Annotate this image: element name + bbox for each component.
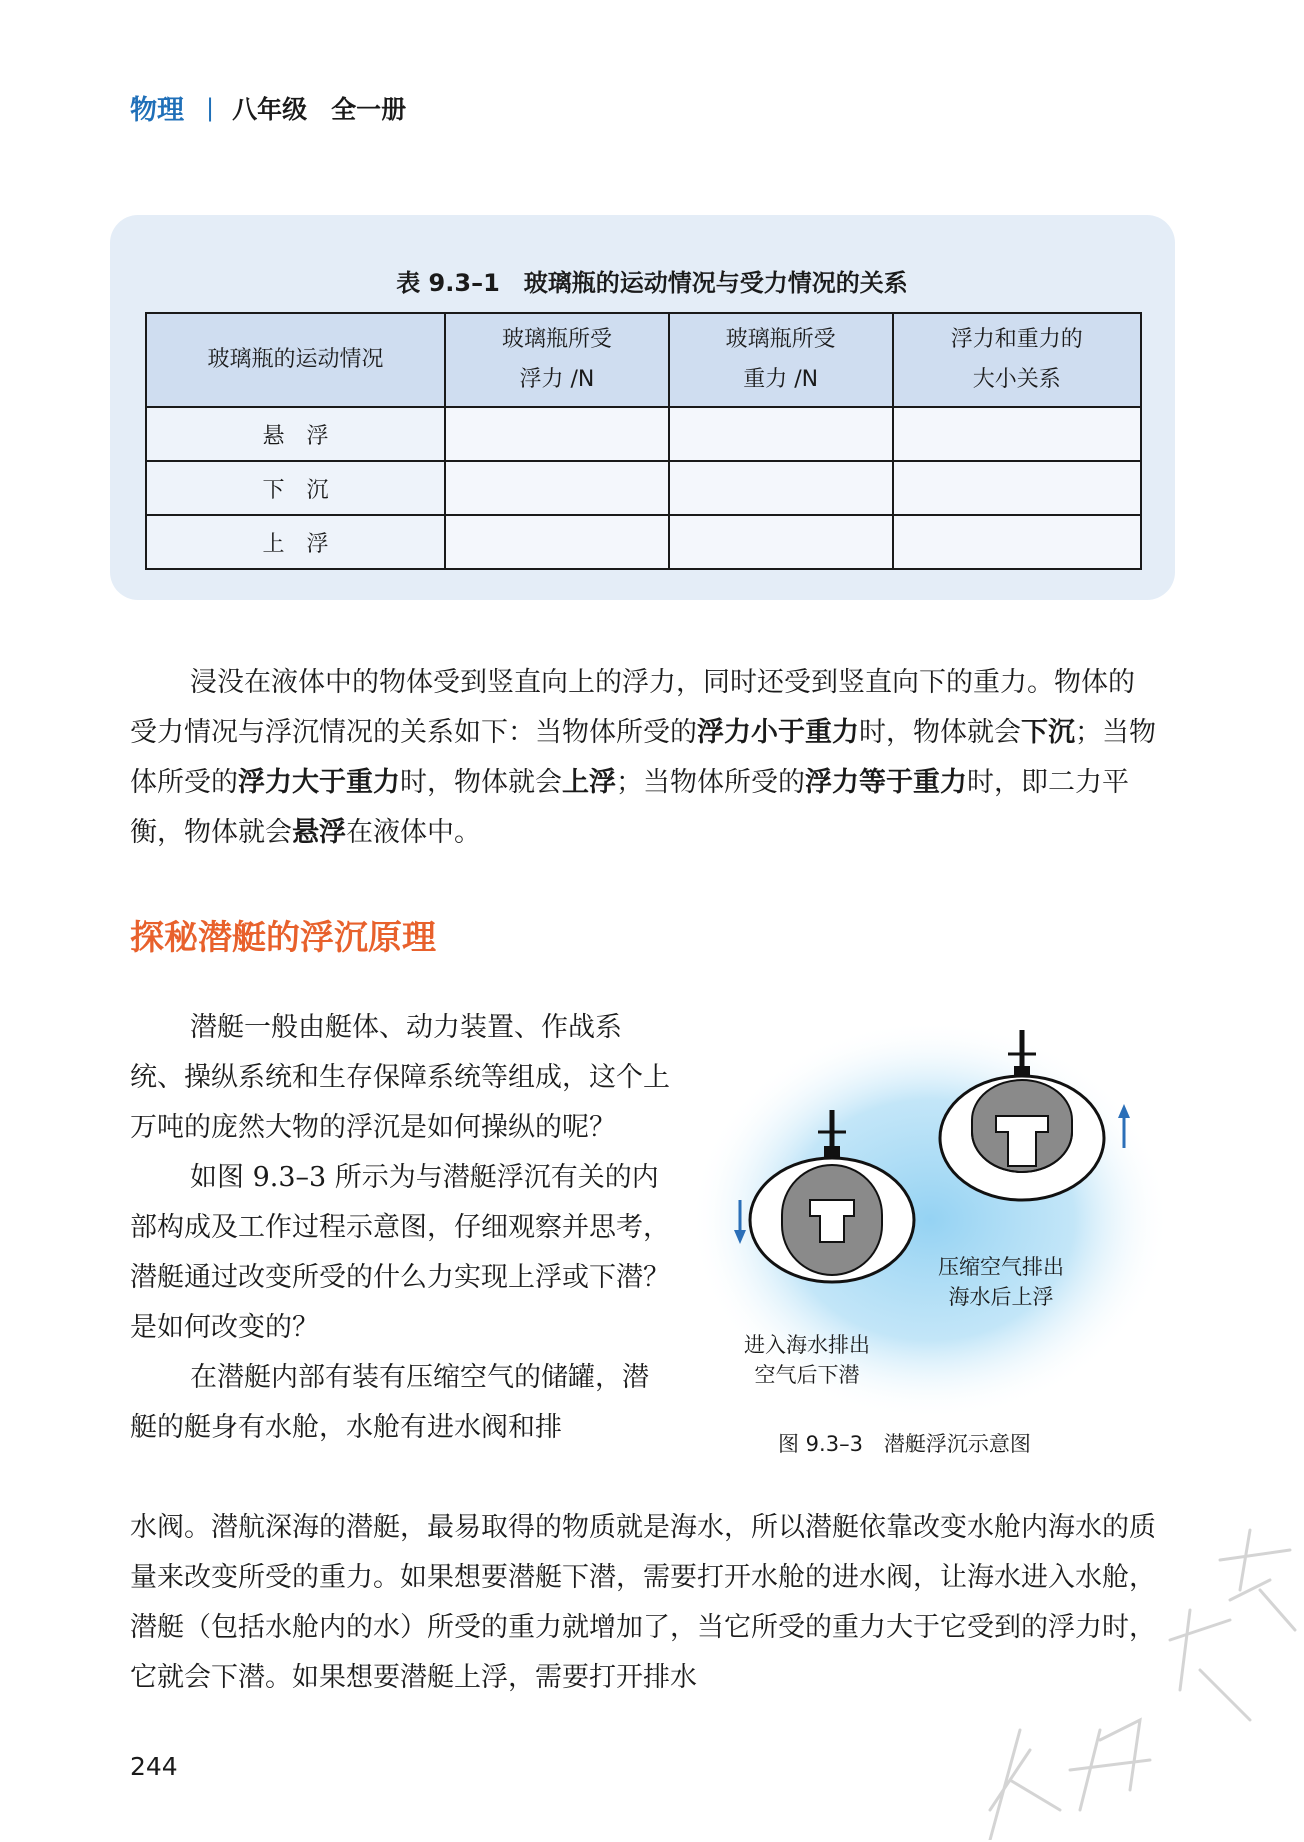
table-cell [445, 407, 669, 461]
text-run: 浸没在液体中的物体受到竖直向上的浮力，同时还受到竖直向下的重力。物体的受力情况与浮沉情况的关系如下：当物体所受的 [130, 667, 1135, 748]
table-row [146, 461, 1141, 515]
table-cell [445, 515, 669, 569]
running-header [130, 88, 406, 127]
text-run: 时，即二力平衡，物体就会 [130, 767, 1129, 848]
paragraph: 潜艇一般由艇体、动力装置、作战系统、操纵系统和生存保障系统等组成，这个上万吨的庞然大物的浮沉是如何操纵的呢？ [130, 1012, 670, 1143]
table-cell: 悬 浮 [146, 407, 445, 461]
text-run: ；当物体所受的 [130, 717, 1156, 798]
text-run: 时，物体就会 [400, 767, 562, 798]
table-header-cell: 玻璃瓶的运动情况 [146, 313, 445, 407]
text-run: 时，物体就会 [859, 717, 1021, 748]
table-cell [893, 515, 1141, 569]
table-row [146, 515, 1141, 569]
table-row [146, 407, 1141, 461]
table-cell [893, 461, 1141, 515]
bold-term: 浮力大于重力 [238, 767, 400, 798]
table-title: 表 9.3–1 玻璃瓶的运动情况与受力情况的关系 [396, 269, 908, 297]
bold-term: 下沉 [1021, 717, 1075, 748]
table-cell [669, 461, 893, 515]
bold-term: 悬浮 [292, 817, 346, 848]
table-header-cell: 玻璃瓶所受 浮力 /N [445, 313, 669, 407]
section-title: 探秘潜艇的浮沉原理 [130, 918, 436, 958]
table-cell [669, 407, 893, 461]
page-number: 244 [130, 1752, 178, 1781]
table-cell [893, 407, 1141, 461]
table-cell: 下 沉 [146, 461, 445, 515]
bold-term: 浮力等于重力 [805, 767, 967, 798]
bold-term: 上浮 [562, 767, 616, 798]
subject-label: 物理 [130, 95, 184, 126]
bold-term: 浮力小于重力 [697, 717, 859, 748]
dive-label: 进入海水排出 空气后下潜 [744, 1333, 870, 1387]
table-cell: 上 浮 [146, 515, 445, 569]
text-run: ；当物体所受的 [616, 767, 805, 798]
rise-label: 压缩空气排出 海水后上浮 [938, 1255, 1064, 1309]
table-cell [669, 515, 893, 569]
continuation-paragraph: 水阀。潜航深海的潜艇，最易取得的物质就是海水，所以潜艇依靠改变水舱内海水的质量来改变所受的重力。如果想要潜艇下潜，需要打开水舱的进水阀，让海水进入水舱，潜艇（包括水舱内的水）所受的重力就增加了，当它所受的重力大于它受到的浮力时，它就会下潜。如果想要潜艇上浮，需要打开排水 [130, 1512, 1156, 1693]
grade-label: 八年级 [232, 94, 308, 124]
table-header-cell: 玻璃瓶所受 重力 /N [669, 313, 893, 407]
data-table [145, 312, 1142, 570]
table-cell [445, 461, 669, 515]
paragraph: 在潜艇内部有装有压缩空气的储罐，潜艇的艇身有水舱，水舱有进水阀和排 [130, 1362, 649, 1443]
volume-label: 全一册 [331, 94, 407, 124]
intro-paragraph [130, 658, 1156, 858]
header-separator: | [206, 93, 215, 122]
left-column-text [130, 1003, 670, 1453]
publisher-watermark [950, 1480, 1300, 1840]
text-run: 在液体中。 [346, 817, 481, 848]
table-header-row [146, 313, 1141, 407]
paragraph: 如图 9.3–3 所示为与潜艇浮沉有关的内部构成及工作过程示意图，仔细观察并思考，潜艇通过改变所受的什么力实现上浮或下潜？是如何改变的？ [130, 1162, 670, 1343]
figure-caption: 图 9.3–3 潜艇浮沉示意图 [778, 1432, 1031, 1456]
table-header-cell: 浮力和重力的 大小关系 [893, 313, 1141, 407]
